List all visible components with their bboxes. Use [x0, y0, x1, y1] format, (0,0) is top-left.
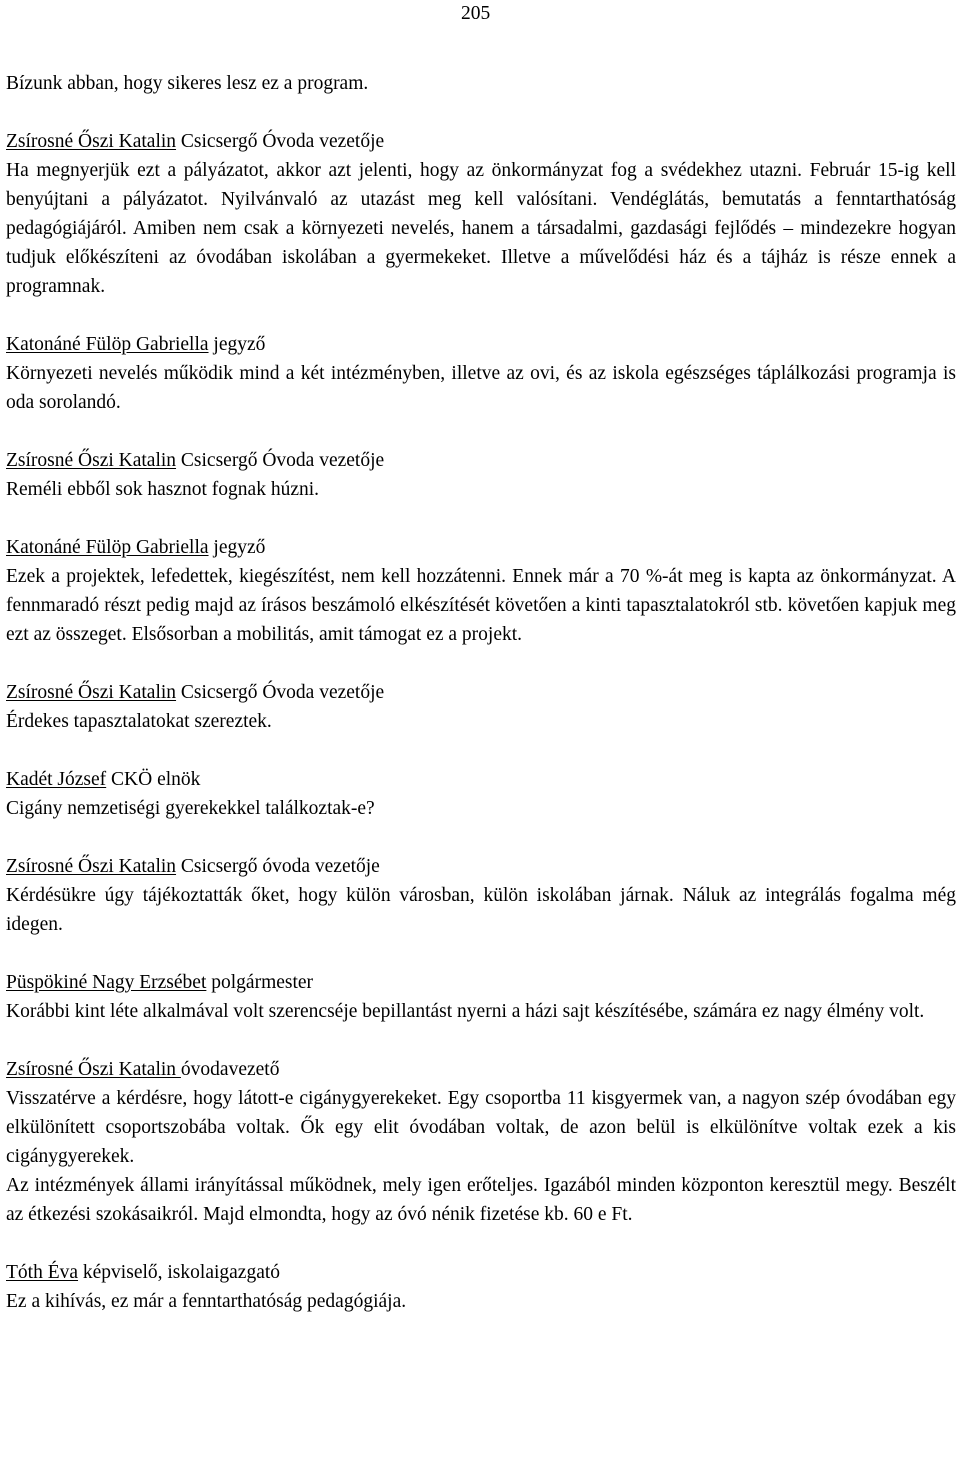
speaker-name: Zsírosné Őszi Katalin: [6, 131, 177, 152]
speaker-title: Csicsergő Óvoda vezetője: [180, 131, 385, 152]
speech-block: [6, 127, 956, 301]
speaker-line: [6, 127, 956, 156]
paragraph: Ez a kihívás, ez már a fenntarthatóság pedagógiája.: [6, 1291, 407, 1312]
speaker-line: [6, 533, 956, 562]
paragraph: Kérdésükre úgy tájékoztatták őket, hogy külön városban, külön iskolában járnak. Náluk az integrálás fogalma még idegen.: [6, 885, 956, 935]
speech-block: [6, 1055, 956, 1229]
speech-block: [6, 1258, 956, 1316]
document-body: [6, 69, 956, 1345]
speaker-name: Tóth Éva: [6, 1262, 79, 1283]
speech-block: [6, 330, 956, 417]
speaker-title: képviselő, iskolaigazgató: [82, 1262, 281, 1283]
speaker-title: CKÖ elnök: [111, 769, 201, 790]
paragraph: Visszatérve a kérdésre, hogy látott-e cigánygyerekeket. Egy csoportba 11 kisgyermek van, a nagyon szép óvodában egy elkülönített csoportszobába voltak. Ők egy elit óvodában voltak, de azon belül is elkülönítve voltak ezek a kis cigánygyerekek.: [6, 1088, 956, 1167]
speech-block: [6, 968, 956, 1026]
speaker-title: Csicsergő Óvoda vezetője: [180, 450, 385, 471]
speech-block: [6, 69, 956, 98]
paragraph: Ezek a projektek, lefedettek, kiegészítést, nem kell hozzátenni. Ennek már a 70 %-át meg is kapta az önkormányzat. A fennmaradó részt pedig majd az írásos beszámoló elkészítését követően a kinti tapasztalatokról stb. követően kapjuk meg ezt az összeget. Elsősorban a mobilitás, amit támogat ez a projekt.: [6, 566, 956, 645]
speaker-line: [6, 678, 956, 707]
speaker-title: jegyző: [213, 334, 266, 355]
paragraph: Korábbi kint léte alkalmával volt szerencséje bepillantást nyerni a házi sajt készítésébe, számára ez nagy élmény volt.: [6, 1001, 925, 1022]
speaker-title: Csicsergő óvoda vezetője: [180, 856, 380, 877]
paragraph: Bízunk abban, hogy sikeres lesz ez a program.: [6, 73, 369, 94]
speech-block: [6, 852, 956, 939]
speaker-name: Zsírosné Őszi Katalin: [6, 856, 177, 877]
paragraph: Érdekes tapasztalatokat szereztek.: [6, 711, 272, 732]
paragraph: Környezeti nevelés működik mind a két intézményben, illetve az ovi, és az iskola egészséges táplálkozási programja is oda sorolandó.: [6, 363, 956, 413]
paragraph: Reméli ebből sok hasznot fognak húzni.: [6, 479, 320, 500]
paragraph: Ha megnyerjük ezt a pályázatot, akkor azt jelenti, hogy az önkormányzat fog a svédekhez utazni. Február 15-ig kell benyújtani a pályázatot. Nyilvánvaló az utazást meg kell valósítani. Vendéglátás, bemutatás a fenntarthatóság pedagógiájáról. Amiben nem csak a környezeti nevelés, hanem a társadalmi, gazdasági fejlődés – mindezekre hogyan tudjuk előkészíteni az óvodában iskolában a gyermekeket. Illetve a művelődési ház és a tájház is része ennek a programnak.: [6, 160, 956, 297]
speaker-name: Katonáné Fülöp Gabriella: [6, 537, 209, 558]
speaker-name: Zsírosné Őszi Katalin: [6, 450, 177, 471]
speaker-line: [6, 330, 956, 359]
speaker-title: polgármester: [211, 972, 314, 993]
speaker-name: Zsírosné Őszi Katalin: [6, 1059, 181, 1080]
speaker-name: Katonáné Fülöp Gabriella: [6, 334, 209, 355]
paragraph: Cigány nemzetiségi gyerekekkel találkoztak-e?: [6, 798, 375, 819]
speaker-title: Csicsergő Óvoda vezetője: [180, 682, 385, 703]
speaker-name: Püspökiné Nagy Erzsébet: [6, 972, 207, 993]
speech-block: [6, 678, 956, 736]
speaker-name: Kadét József: [6, 769, 107, 790]
speaker-line: [6, 1258, 956, 1287]
speech-block: [6, 765, 956, 823]
speaker-line: [6, 1055, 956, 1084]
speaker-line: [6, 852, 956, 881]
speaker-title: óvodavezető: [180, 1059, 280, 1080]
speech-block: [6, 533, 956, 649]
speech-block: [6, 446, 956, 504]
speaker-line: [6, 968, 956, 997]
paragraph: Az intézmények állami irányítással működnek, mely igen erőteljes. Igazából minden központon keresztül megy. Beszélt az étkezési szokásaikról. Majd elmondta, hogy az óvó nénik fizetése kb. 60 e Ft.: [6, 1175, 956, 1225]
speaker-line: [6, 446, 956, 475]
speaker-title: jegyző: [213, 537, 266, 558]
speaker-name: Zsírosné Őszi Katalin: [6, 682, 177, 703]
page-number: 205: [461, 3, 491, 24]
speaker-line: [6, 765, 956, 794]
